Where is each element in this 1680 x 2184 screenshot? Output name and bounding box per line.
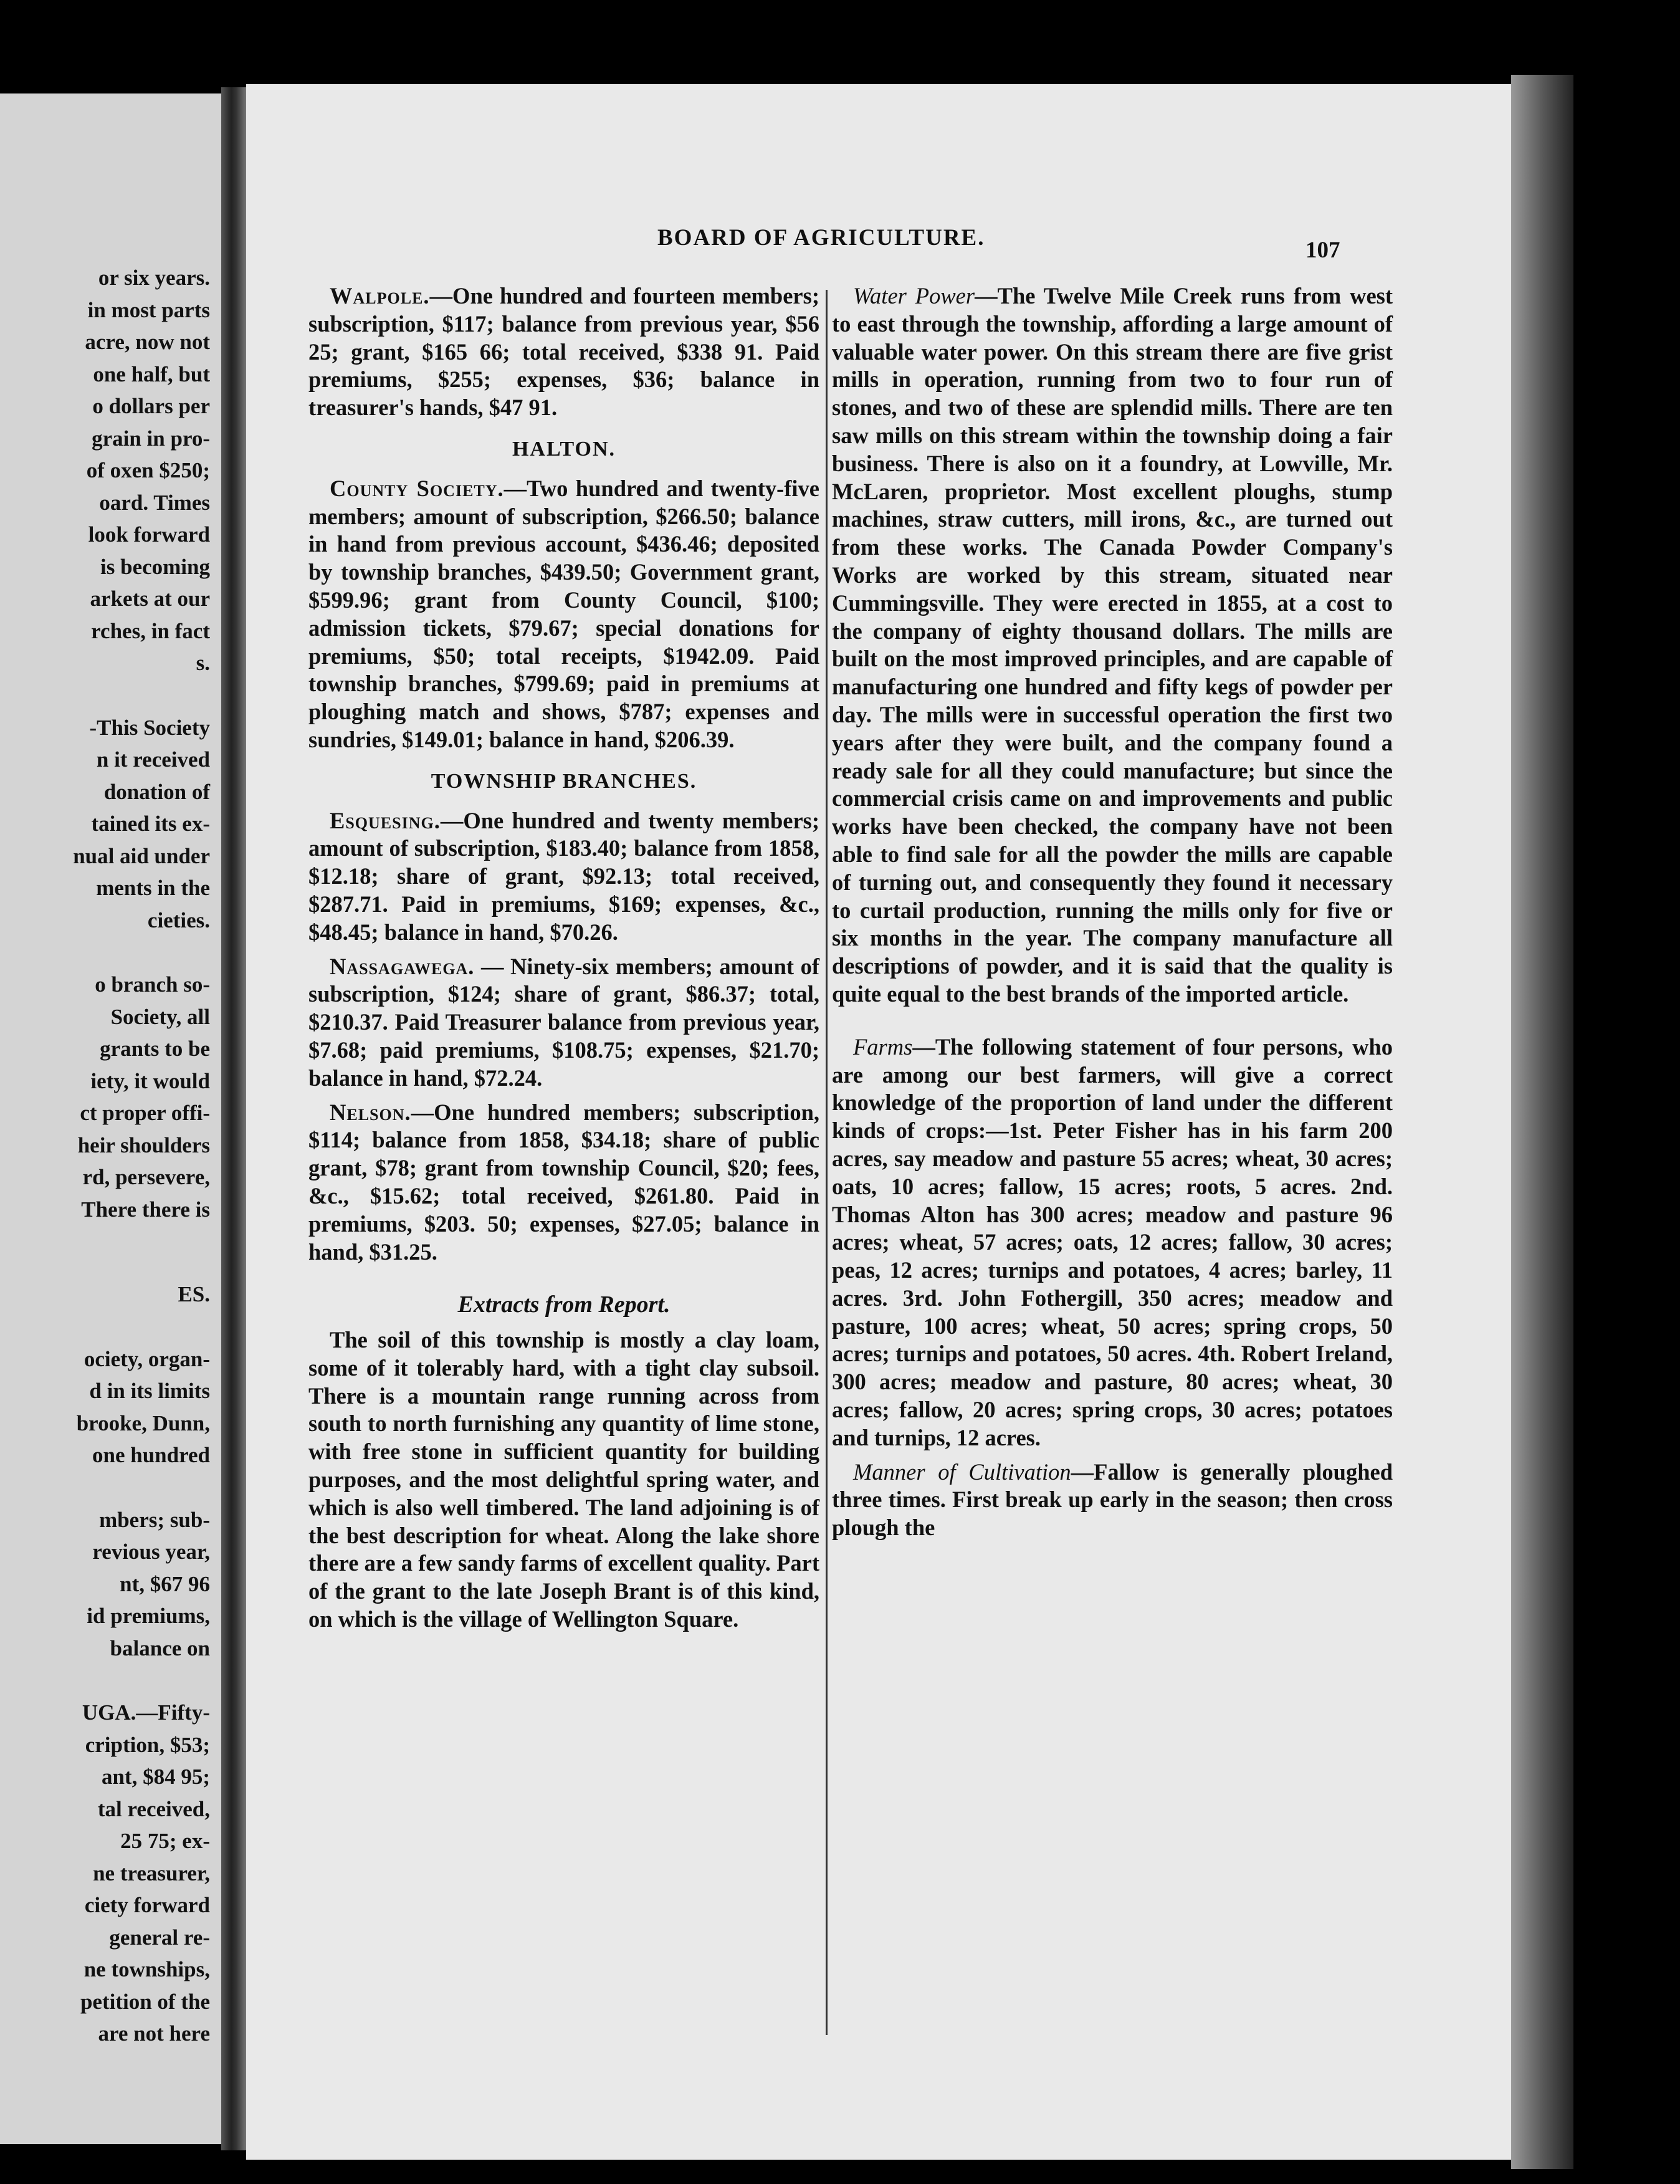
fragment-line: -This Society [89, 715, 210, 740]
fragment-line: grants to be [100, 1037, 210, 1061]
fragment-line: tained its ex- [91, 812, 210, 836]
fragment-line: acre, now not [85, 330, 210, 354]
fragment-line: s. [196, 651, 210, 675]
county-society-entry: County Society.—Two hundred and twenty-five members; amount of subscription, $266.50; balance in hand from previous account, $436.46; deposited by township branches, $439.50; Government grant, $599.96; grant from County Council, $100; admission tickets, $79.67; special donations for premiums, $50; total receipts, $1942.09. Paid township branches, $799.69; paid in premiums at ploughing match and shows, $787; expenses and sundries, $149.01; balance in hand, $206.39. [308, 475, 819, 752]
fragment-line: cieties. [147, 908, 210, 932]
fragment-line: ne treasurer, [93, 1861, 210, 1885]
fragment-line: petition of the [80, 1989, 210, 2014]
fragment-line: nt, $67 96 [120, 1571, 210, 1596]
fragment-line: iety, it would [90, 1068, 210, 1093]
fragment-line: general re- [109, 1925, 210, 1950]
fragment-line: ES. [178, 1282, 210, 1306]
page-edge [1511, 75, 1573, 2169]
fragment-gap [73, 936, 210, 969]
page [246, 84, 1511, 2160]
fragment-line: Society, all [110, 1004, 210, 1029]
running-head: BOARD OF AGRICULTURE. [657, 225, 985, 251]
fragment-line: one hundred [92, 1443, 210, 1467]
fragment-line: nual aid under [73, 843, 210, 868]
halton-heading: HALTON. [512, 437, 616, 461]
fragment-line: oard. Times [99, 490, 210, 515]
cultivation-paragraph: Manner of Cultivation—Fallow is generally ploughed three times. First break up early in the season; then cross plough the [832, 1458, 1393, 1541]
fragment-line: UGA.—Fifty- [82, 1700, 210, 1725]
fragment-line: balance on [110, 1636, 210, 1660]
fragment-line: ociety, organ- [84, 1346, 210, 1371]
fragment-line: There there is [81, 1197, 210, 1222]
fragment-line: ant, $84 95; [101, 1765, 210, 1789]
previous-page-fragment [0, 93, 221, 2144]
fragment-line: n it received [96, 747, 210, 772]
fragment-line: one half, but [93, 362, 210, 386]
water-power-paragraph: Water Power—The Twelve Mile Creek runs from west to east through the township, affording a large amount of valuable water power. On this stream there are five grist mills in operation, running from two to four run of stones, and two of these are splendid mills. There are ten saw mills on this stream within the township doing a fair business. There is also on it a foundry, at Lowville, Mr. McLaren, proprietor. Most excellent ploughs, stump machines, straw cutters, mill irons, &c., are turned out from these works. The Canada Powder Company's Works are worked by this stream, situated near Cummingsville. They were erected in 1855, at a cost to the company of eighty thousand dollars. The mills are built on the most improved principles, and are capable of manufacturing one hundred and fifty kegs of powder per day. The mills were in successful operation the first two years after they were built, and the company found a ready sale for all they could manufacture; but since the commercial crisis came on and improvements and public works have been checked, the company have not been able to find sale for all the powder the mills are capable of turning out, and consequently they found it necessary to curtail production, running the mills only for five or six months in the year. The company manufacture all descriptions of powder, and it is said that the quality is quite equal to the best brands of the imported article. [832, 283, 1393, 1007]
fragment-line: ciety forward [84, 1893, 210, 1917]
fragment-line: grain in pro- [92, 426, 210, 451]
fragment-line: are not here [98, 2021, 210, 2046]
fragment-line: brooke, Dunn, [76, 1410, 210, 1435]
fragment-line: look forward [88, 522, 210, 547]
fragment-gap [73, 679, 210, 712]
fragment-line: arkets at our [90, 587, 210, 611]
fragment-gap [73, 1225, 210, 1278]
fragment-line: 25 75; ex- [120, 1829, 210, 1853]
book-gutter [221, 87, 246, 2150]
fragment-line: revious year, [92, 1540, 210, 1564]
fragment-line: id premiums, [87, 1604, 210, 1628]
fragment-line: ne townships, [84, 1957, 210, 1981]
fragment-line: cription, $53; [85, 1732, 210, 1757]
nelson-entry: Nelson.—One hundred members; subscription, $114; balance from 1858, $34.18; share of public grant, $78; grant from township Council, $20; fees, &c., $15.62; total received, $261.80. Paid in premiums, $203. 50; expenses, $27.05; balance in hand, $31.25. [308, 1099, 819, 1265]
extracts-heading: Extracts from Report. [457, 1291, 671, 1318]
fragment-line: or six years. [98, 266, 210, 290]
extracts-paragraph: The soil of this township is mostly a clay loam, some of it tolerably hard, with a tight clay subsoil. There is a mountain range running across from south to north furnishing any quantity of lime stone, with free stone in sufficient quantity for building purposes, and the most delightful spring water, and which is also well timbered. The land adjoining is of the best description for wheat. Along the lake shore there are a few sandy farms of excellent quality. Part of the grant to the late Joseph Brant is of this kind, on which is the village of Wellington Square. [308, 1327, 819, 1632]
fragment-line: rches, in fact [91, 618, 210, 643]
fragment-line: d in its limits [89, 1379, 210, 1403]
column-rule [826, 290, 828, 2035]
fragment-line: heir shoulders [77, 1133, 210, 1157]
farms-paragraph: Farms—The following statement of four persons, who are among our best farmers, will give a correct knowledge of the proportion of land under the different kinds of crops:—1st. Peter Fisher has in his farm 200 acres, say meadow and pasture 55 acres; wheat, 30 acres; oats, 10 acres; fallow, 15 acres; roots, 5 acres. 2nd. Thomas Alton has 300 acres; meadow and pasture 96 acres; wheat, 57 acres; oats, 12 acres; fallow, 30 acres; peas, 12 acres; turnips and potatoes, 4 acres; barley, 11 acres. 3rd. John Fothergill, 350 acres; meadow and pasture, 100 acres; wheat, 50 acres; spring crops, 50 acres; turnips and potatoes, 50 acres. 4th. Robert Ireland, 300 acres; meadow and pasture, 80 acres; wheat, 30 acres; fallow, 20 acres; spring crops, 30 acres; potatoes and turnips, 12 acres. [832, 1033, 1393, 1450]
nassagawega-entry: Nassagawega. — Ninety-six members; amount of subscription, $124; share of grant, $86.37; total, $210.37. Paid Treasurer balance from previous year, $7.68; paid premiums, $108.75; expenses, $21.70; balance in hand, $72.24. [308, 953, 819, 1091]
fragment-gap [73, 1311, 210, 1343]
fragment-gap [73, 1472, 210, 1504]
fragment-line: o branch so- [95, 972, 210, 997]
walpole-entry: Walpole.—One hundred and fourteen members; subscription, $117; balance from previous year, $56 25; grant, $165 66; total received, $338 91. Paid premiums, $255; expenses, $36; balance in treasurer's hands, $47 91. [308, 283, 819, 421]
fragment-line: ct proper offi- [80, 1101, 210, 1125]
left-column [308, 282, 819, 1634]
right-column [832, 282, 1393, 1542]
fragment-line: mbers; sub- [99, 1507, 210, 1532]
township-branches-heading: TOWNSHIP BRANCHES. [431, 769, 697, 793]
previous-page-text [73, 262, 210, 2050]
fragment-line: tal received, [97, 1796, 210, 1821]
fragment-line: in most parts [87, 297, 210, 322]
fragment-line: rd, persevere, [82, 1165, 210, 1189]
fragment-line: of oxen $250; [86, 458, 210, 482]
fragment-gap [73, 1664, 210, 1697]
esquesing-entry: Esquesing.—One hundred and twenty members; amount of subscription, $183.40; balance from 1858, $12.18; share of grant, $92.13; total received, $287.71. Paid in premiums, $169; expenses, &c., $48.45; balance in hand, $70.26. [308, 807, 819, 945]
fragment-line: o dollars per [92, 394, 210, 418]
fragment-line: donation of [103, 779, 210, 804]
fragment-line: is becoming [100, 554, 210, 579]
page-number: 107 [1305, 237, 1340, 263]
fragment-line: ments in the [96, 876, 210, 900]
